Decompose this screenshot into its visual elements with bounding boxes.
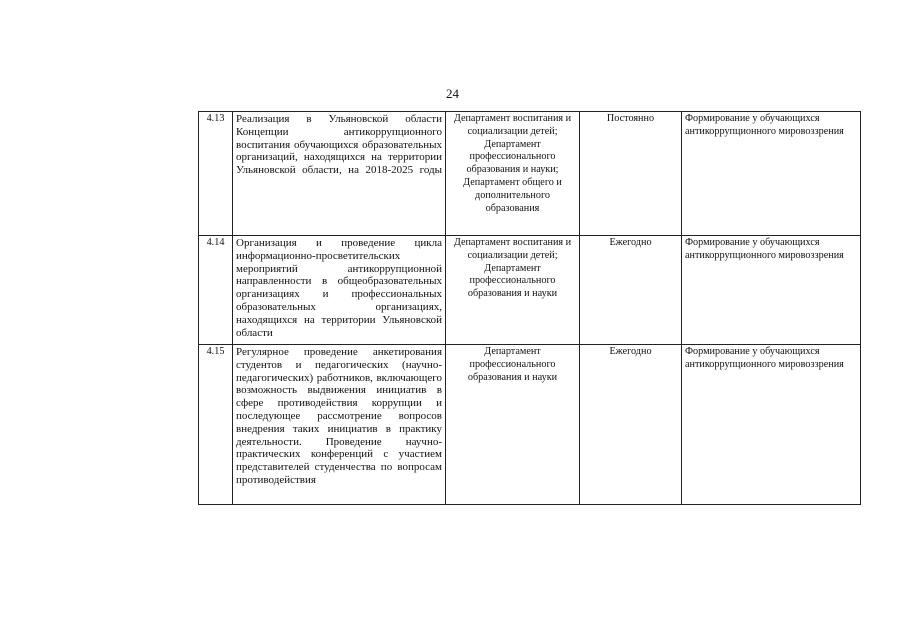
- page-number: 24: [446, 86, 459, 101]
- row-number: 4.15: [199, 345, 233, 505]
- table-row: [199, 345, 861, 505]
- event-text: Реализация в Ульяновской области Концепции антикоррупционного воспитания обучающихся образовательных организаций, находящихся на территории Ульяновской области, на 2018-2025 годы: [236, 113, 442, 177]
- event-text: Регулярное проведение анкетирования студентов и педагогических (научно-педагогических) работников, включающего возможность выдвижения инициатив в сфере противодействия коррупции и последующее рассмотрение вопросов внедрения таких инициатив в практику деятельности. Проведение научно-практических конференций с участием представителей студенчества по вопросам противодействия: [236, 346, 442, 486]
- measures-table: [198, 111, 861, 505]
- row-number: 4.13: [199, 112, 233, 236]
- executor: Департамент воспитания и социализации детей; Департамент профессионального образования и науки: [446, 236, 580, 345]
- term: Постоянно: [580, 112, 682, 236]
- expected-result: Формирование у обучающихся антикоррупционного мировоззрения: [682, 345, 861, 505]
- executor: Департамент профессионального образования и науки: [446, 345, 580, 505]
- table-row: [199, 112, 861, 236]
- event-description: [233, 236, 446, 345]
- event-description: [233, 345, 446, 505]
- event-description: [233, 112, 446, 236]
- event-text: Организация и проведение цикла информационно-просветительских мероприятий антикоррупционной направленности в общеобразовательных организациях и профессиональных образовательных организациях, находящихся на территории Ульяновской области: [236, 237, 442, 339]
- term: Ежегодно: [580, 345, 682, 505]
- table-row: [199, 236, 861, 345]
- term: Ежегодно: [580, 236, 682, 345]
- expected-result: Формирование у обучающихся антикоррупционного мировоззрения: [682, 112, 861, 236]
- executor: Департамент воспитания и социализации детей; Департамент профессионального образования и науки; Департамент общего и дополнительного образования: [446, 112, 580, 236]
- expected-result: Формирование у обучающихся антикоррупционного мировоззрения: [682, 236, 861, 345]
- row-number: 4.14: [199, 236, 233, 345]
